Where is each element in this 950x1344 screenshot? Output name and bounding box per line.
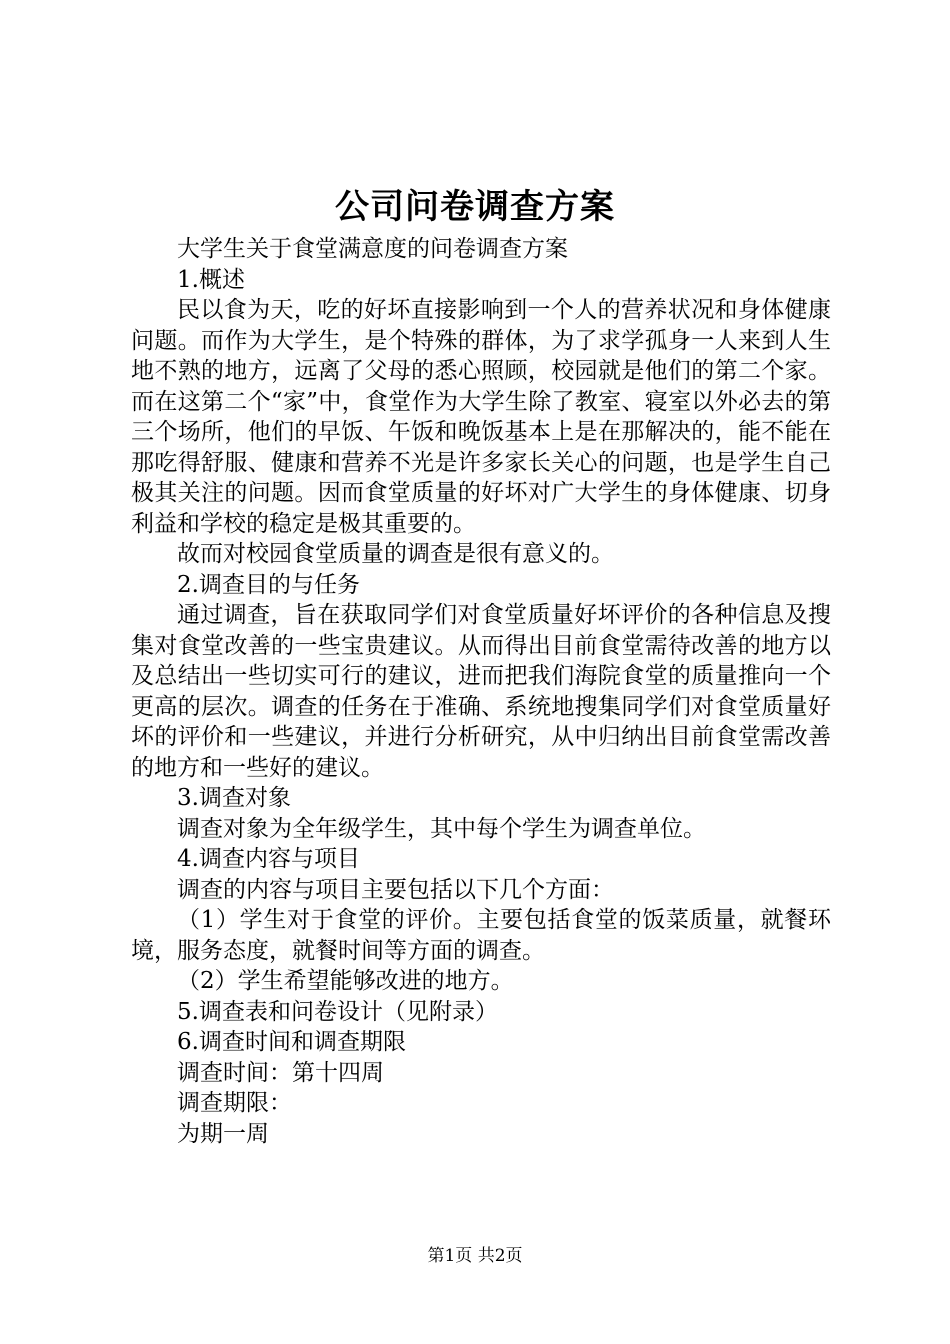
purpose-paragraph: 通过调查，旨在获取同学们对食堂质量好坏评价的各种信息及搜集对食堂改善的一些宝贵建议。从而得出目前食堂需待改善的地方以及总结出一些切实可行的建议，进而把我们海院食堂的质量推向一个更高的层次。调查的任务在于准确、系统地搜集同学们对食堂质量好坏的评价和一些建议，并进行分析研究，从中归纳出目前食堂需改善的地方和一些好的建议。 bbox=[131, 602, 831, 781]
schedule-period-line: 调查期限： bbox=[177, 1090, 292, 1116]
section-heading-questionnaire: 5.调查表和问卷设计（见附录） bbox=[177, 998, 498, 1025]
content-intro-paragraph: 调查的内容与项目主要包括以下几个方面： bbox=[177, 876, 614, 903]
section-heading-subject: 3.调查对象 bbox=[177, 785, 291, 811]
content-item-1: （1）学生对于食堂的评价。主要包括食堂的饭菜质量，就餐环境，服务态度，就餐时间等方面的调查。 bbox=[131, 907, 831, 964]
document-body bbox=[131, 234, 831, 1149]
page-number-footer: 第1页 共2页 bbox=[427, 1246, 523, 1266]
section-heading-content: 4.调查内容与项目 bbox=[177, 846, 360, 872]
schedule-time-line: 调查时间：第十四周 bbox=[177, 1059, 384, 1086]
subject-paragraph: 调查对象为全年级学生，其中每个学生为调查单位。 bbox=[177, 815, 706, 842]
overview-conclusion-paragraph: 故而对校园食堂质量的调查是很有意义的。 bbox=[177, 541, 614, 567]
section-heading-overview: 1.概述 bbox=[177, 266, 245, 293]
section-heading-purpose: 2.调查目的与任务 bbox=[177, 571, 360, 598]
overview-paragraph: 民以食为天，吃的好坏直接影响到一个人的营养状况和身体健康问题。而作为大学生，是个特殊的群体，为了求学孤身一人来到人生地不熟的地方，远离了父母的悉心照顾，校园就是他们的第二个家。而在这第二个“家”中，食堂作为大学生除了教室、寝室以外必去的第三个场所，他们的早饭、午饭和晚饭基本上是在那解决的，能不能在那吃得舒服、健康和营养不光是许多家长关心的问题，也是学生自己极其关注的问题。因而食堂质量的好坏对广大学生的身体健康、切身利益和学校的稳定是极其重要的。 bbox=[131, 297, 831, 537]
section-heading-schedule: 6.调查时间和调查期限 bbox=[177, 1029, 406, 1055]
subtitle-paragraph: 大学生关于食堂满意度的问卷调查方案 bbox=[177, 236, 568, 262]
document-title: 公司问卷调查方案 bbox=[335, 187, 615, 227]
content-item-2: （2）学生希望能够改进的地方。 bbox=[177, 968, 514, 994]
schedule-period-value: 为期一周 bbox=[177, 1120, 269, 1147]
